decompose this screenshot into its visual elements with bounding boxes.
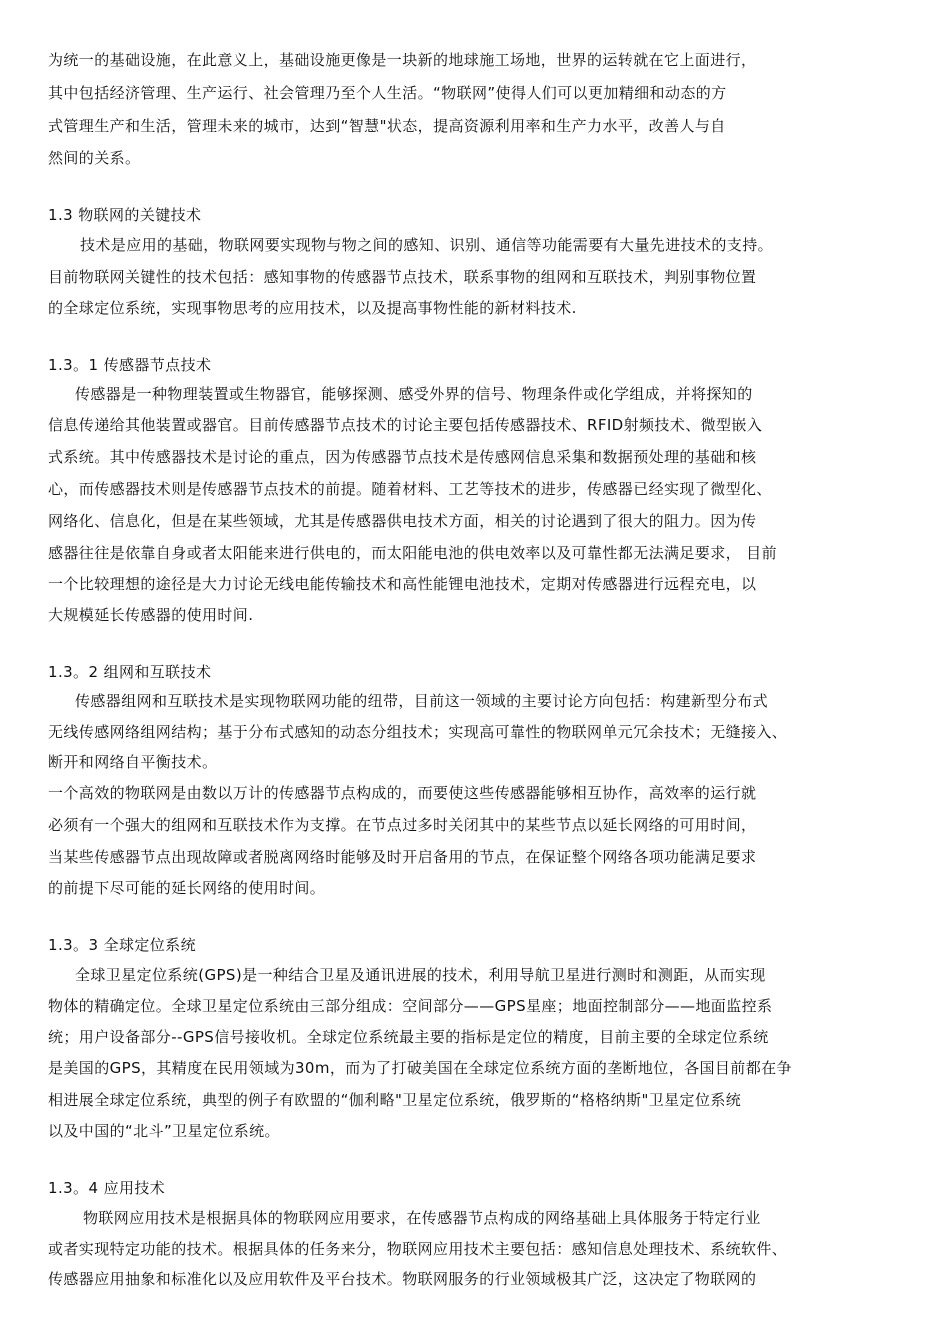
paragraph-line: 断开和网络自平衡技术。 — [48, 753, 218, 771]
paragraph-line: 传感器是一种物理装置或生物器官，能够探测、感受外界的信号、物理条件或化学组成，并将探知的 — [75, 385, 753, 403]
paragraph-line: 是美国的GPS，其精度在民用领域为30m，而为了打破美国在全球定位系统方面的垄断地位，各国目前都在争 — [48, 1059, 792, 1077]
section-heading: 1.3。1 传感器节点技术 — [48, 356, 212, 374]
paragraph-line: 当某些传感器节点出现故障或者脱离网络时能够及时开启备用的节点，在保证整个网络各项功能满足要求 — [48, 848, 757, 866]
paragraph-line: 大规模延长传感器的使用时间. — [48, 606, 254, 624]
paragraph-line: 或者实现特定功能的技术。根据具体的任务来分，物联网应用技术主要包括：感知信息处理技术、系统软件、 — [48, 1240, 788, 1258]
paragraph-line: 统；用户设备部分--GPS信号接收机。全球定位系统最主要的指标是定位的精度，目前主要的全球定位系统 — [48, 1028, 769, 1046]
paragraph-line: 信息传递给其他装置或器官。目前传感器节点技术的讨论主要包括传感器技术、RFID射频技术、微型嵌入 — [48, 416, 763, 434]
paragraph-line: 无线传感网络组网结构；基于分布式感知的动态分组技术；实现高可靠性的物联网单元冗余技术；无缝接入、 — [48, 723, 788, 741]
paragraph-line: 传感器组网和互联技术是实现物联网功能的纽带，目前这一领域的主要讨论方向包括：构建新型分布式 — [75, 692, 769, 710]
paragraph-line: 一个高效的物联网是由数以万计的传感器节点构成的，而要使这些传感器能够相互协作，高效率的运行就 — [48, 784, 757, 802]
paragraph-line: 一个比较理想的途径是大力讨论无线电能传输技术和高性能锂电池技术，定期对传感器进行远程充电，以 — [48, 575, 757, 593]
section-heading: 1.3 物联网的关键技术 — [48, 206, 202, 224]
section-heading: 1.3。3 全球定位系统 — [48, 936, 196, 954]
paragraph-line: 全球卫星定位系统(GPS)是一种结合卫星及通讯进展的技术，利用导航卫星进行测时和测距，从而实现 — [75, 966, 766, 984]
paragraph-line: 目前物联网关键性的技术包括：感知事物的传感器节点技术，联系事物的组网和互联技术，判别事物位置 — [48, 268, 757, 286]
paragraph-line: 网络化、信息化，但是在某些领域，尤其是传感器供电技术方面，相关的讨论遇到了很大的阻力。因为传 — [48, 512, 757, 530]
paragraph-line: 然间的关系。 — [48, 149, 141, 167]
section-heading: 1.3。4 应用技术 — [48, 1179, 166, 1197]
paragraph-line: 传感器应用抽象和标准化以及应用软件及平台技术。物联网服务的行业领域极其广泛，这决定了物联网的 — [48, 1270, 757, 1288]
paragraph-line: 必须有一个强大的组网和互联技术作为支撑。在节点过多时关闭其中的某些节点以延长网络的可用时间， — [48, 816, 757, 834]
paragraph-line: 物体的精确定位。全球卫星定位系统由三部分组成：空间部分——GPS星座；地面控制部分——地面监控系 — [48, 997, 773, 1015]
paragraph-line: 其中包括经济管理、生产运行、社会管理乃至个人生活。“物联网”使得人们可以更加精细和动态的方 — [48, 84, 727, 102]
paragraph-line: 相进展全球定位系统，典型的例子有欧盟的“伽利略"卫星定位系统，俄罗斯的“格格纳斯"卫星定位系统 — [48, 1091, 742, 1109]
paragraph-line: 心，而传感器技术则是传感器节点技术的前提。随着材料、工艺等技术的进步，传感器已经实现了微型化、 — [48, 480, 772, 498]
paragraph-line: 的全球定位系统，实现事物思考的应用技术，以及提高事物性能的新材料技术. — [48, 299, 577, 317]
paragraph-line: 感器往往是依靠自身或者太阳能来进行供电的，而太阳能电池的供电效率以及可靠性都无法满足要求， 目前 — [48, 544, 777, 562]
section-heading: 1.3。2 组网和互联技术 — [48, 663, 212, 681]
paragraph-line: 以及中国的“北斗”卫星定位系统。 — [48, 1122, 280, 1140]
paragraph-line: 技术是应用的基础，物联网要实现物与物之间的感知、识别、通信等功能需要有大量先进技术的支持。 — [80, 236, 774, 254]
paragraph-line: 的前提下尽可能的延长网络的使用时间。 — [48, 879, 326, 897]
paragraph-line: 物联网应用技术是根据具体的物联网应用要求，在传感器节点构成的网络基础上具体服务于特定行业 — [83, 1209, 761, 1227]
paragraph-line: 式系统。其中传感器技术是讨论的重点，因为传感器节点技术是传感网信息采集和数据预处理的基础和核 — [48, 448, 757, 466]
paragraph-line: 为统一的基础设施，在此意义上，基础设施更像是一块新的地球施工场地，世界的运转就在它上面进行， — [48, 51, 757, 69]
paragraph-line: 式管理生产和生活，管理未来的城市，达到“智慧"状态，提高资源利用率和生产力水平，改善人与自 — [48, 117, 726, 135]
